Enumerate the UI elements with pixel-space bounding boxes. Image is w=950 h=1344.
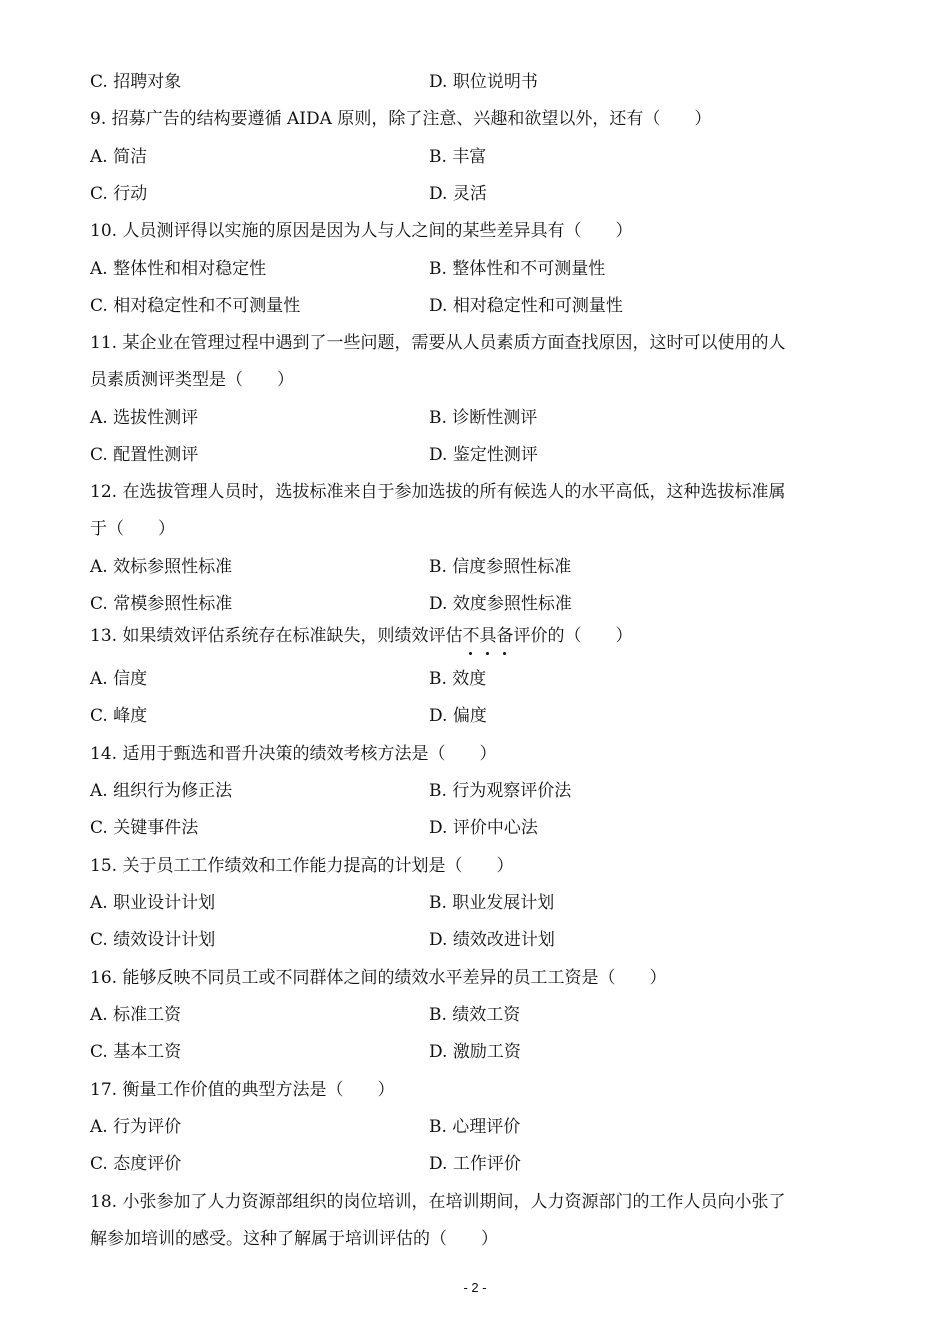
q13-option-b: B. 效度: [429, 669, 487, 689]
q15-option-b: B. 职业发展计划: [429, 893, 555, 913]
q17-option-b: B. 心理评价: [429, 1117, 521, 1137]
q15-option-a: A. 职业设计计划: [90, 893, 216, 913]
q9-option-d: D. 灵活: [429, 184, 487, 204]
q16-option-a: A. 标准工资: [90, 1005, 182, 1025]
q11-stem-line2: 员素质测评类型是（ ）: [90, 370, 294, 390]
q13-stem-post: 评价的（ ）: [513, 626, 633, 646]
emphasis-dot: [486, 652, 489, 655]
page-number: - 2 -: [463, 1280, 487, 1295]
q9-option-c: C. 行动: [90, 184, 148, 204]
q16-option-d: D. 激励工资: [429, 1042, 521, 1062]
q17-stem: 17. 衡量工作价值的典型方法是（ ）: [90, 1080, 395, 1100]
q14-stem: 14. 适用于甄选和晋升决策的绩效考核方法是（ ）: [90, 744, 497, 764]
q13-stem-pre: 13. 如果绩效评估系统存在标准缺失，则绩效评估: [90, 626, 463, 646]
q17-option-d: D. 工作评价: [429, 1154, 521, 1174]
q9-option-a: A. 简洁: [90, 147, 148, 167]
q10-option-a: A. 整体性和相对稳定性: [90, 259, 267, 279]
q14-option-c: C. 关键事件法: [90, 818, 199, 838]
q17-option-a: A. 行为评价: [90, 1117, 182, 1137]
q16-option-b: B. 绩效工资: [429, 1005, 521, 1025]
q15-option-c: C. 绩效设计计划: [90, 930, 216, 950]
q11-option-a: A. 选拔性测评: [90, 408, 199, 428]
q9-stem: 9. 招募广告的结构要遵循 AIDA 原则，除了注意、兴趣和欲望以外，还有（ ）: [90, 109, 712, 129]
q18-stem-line1: 18. 小张参加了人力资源部组织的岗位培训，在培训期间，人力资源部门的工作人员向小张了: [90, 1192, 786, 1212]
q12-option-b: B. 信度参照性标准: [429, 557, 572, 577]
q14-option-d: D. 评价中心法: [429, 818, 538, 838]
q11-stem-line1: 11. 某企业在管理过程中遇到了一些问题，需要从人员素质方面查找原因，这时可以使用的人: [90, 333, 786, 353]
q13-option-c: C. 峰度: [90, 706, 148, 726]
q17-option-c: C. 态度评价: [90, 1154, 182, 1174]
q13-emphasis-char-3: 备: [496, 626, 513, 646]
q11-option-c: C. 配置性测评: [90, 445, 199, 465]
q10-stem: 10. 人员测评得以实施的原因是因为人与人之间的某些差异具有（ ）: [90, 221, 633, 241]
q12-stem-line2: 于（ ）: [90, 519, 175, 539]
q15-option-d: D. 绩效改进计划: [429, 930, 555, 950]
q13-option-d: D. 偏度: [429, 706, 487, 726]
q18-stem-line2: 解参加培训的感受。这种了解属于培训评估的（ ）: [90, 1229, 498, 1249]
q11-option-b: B. 诊断性测评: [429, 408, 538, 428]
q16-option-c: C. 基本工资: [90, 1042, 182, 1062]
q12-stem-line1: 12. 在选拔管理人员时，选拔标准来自于参加选拔的所有候选人的水平高低，这种选拔标准属: [90, 482, 786, 502]
q10-option-d: D. 相对稳定性和可测量性: [429, 296, 623, 316]
q13-option-a: A. 信度: [90, 669, 148, 689]
q13-emphasis-char-2: 具: [479, 626, 496, 646]
q16-stem: 16. 能够反映不同员工或不同群体之间的绩效水平差异的员工工资是（ ）: [90, 968, 667, 988]
q14-option-a: A. 组织行为修正法: [90, 781, 233, 801]
emphasis-dot: [503, 652, 506, 655]
q10-option-b: B. 整体性和不可测量性: [429, 259, 606, 279]
q12-option-d: D. 效度参照性标准: [429, 594, 572, 614]
emphasis-dot: [469, 652, 472, 655]
q10-option-c: C. 相对稳定性和不可测量性: [90, 296, 301, 316]
q12-option-c: C. 常模参照性标准: [90, 594, 233, 614]
q12-option-a: A. 效标参照性标准: [90, 557, 233, 577]
q15-stem: 15. 关于员工工作绩效和工作能力提高的计划是（ ）: [90, 856, 514, 876]
q13-emphasis-char-1: 不: [462, 626, 479, 646]
q14-option-b: B. 行为观察评价法: [429, 781, 572, 801]
q11-option-d: D. 鉴定性测评: [429, 445, 538, 465]
q8-option-d: D. 职位说明书: [429, 72, 538, 92]
q8-option-c: C. 招聘对象: [90, 72, 182, 92]
q9-option-b: B. 丰富: [429, 147, 487, 167]
q13-stem: [90, 626, 870, 646]
